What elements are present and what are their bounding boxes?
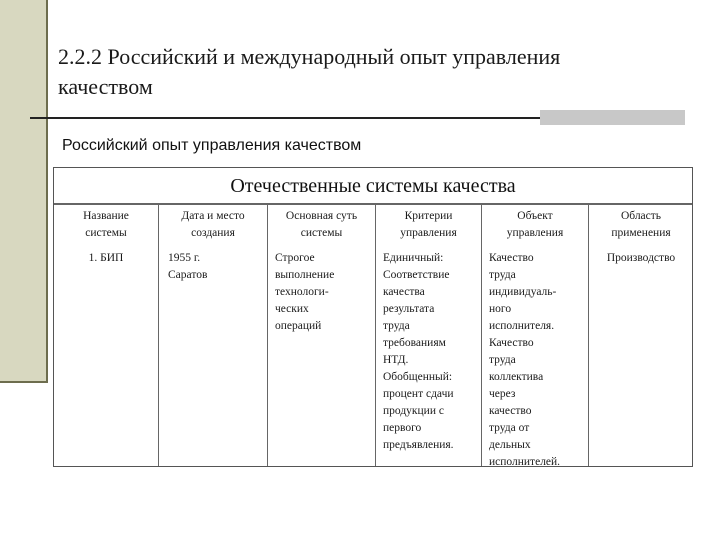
left-decor-tick — [0, 381, 48, 383]
column-divider — [158, 205, 159, 466]
cell-application: Производство — [606, 252, 676, 264]
column-divider — [375, 205, 376, 466]
cell-system-name: 1. БИП — [88, 252, 124, 264]
slide-subtitle: Российский опыт управления качеством — [62, 137, 362, 154]
cell-date-place: 1955 г. Саратов — [168, 252, 208, 281]
header-system-name: Название системы — [83, 210, 129, 239]
slide-title: 2.2.2 Российский и международный опыт управления качеством — [58, 44, 561, 99]
cell-essence: Строгое выполнение технологи- ческих операций — [275, 252, 335, 332]
header-criteria: Критерии управления — [400, 210, 457, 239]
header-application: Область применения — [611, 210, 671, 239]
column-divider — [267, 205, 268, 466]
cell-criteria: Единичный: Соответствие качества результата труда требованиям НТД. Обобщенный: процент сдачи продукции с первого предъявления. — [383, 252, 454, 451]
header-object: Объект управления — [506, 210, 564, 239]
title-divider — [30, 117, 542, 119]
table-caption: Отечественные системы качества — [54, 168, 692, 205]
left-decor-band-lower — [0, 383, 46, 540]
header-essence: Основная суть системы — [285, 210, 358, 239]
left-decor-line — [46, 0, 48, 383]
column-divider — [481, 205, 482, 466]
title-divider-block — [540, 110, 685, 125]
column-divider — [588, 205, 589, 466]
header-date-place: Дата и место создания — [181, 210, 245, 239]
cell-object: Качество труда индивидуаль- ного исполнителя. Качество труда коллектива через качество труда от дельных исполнителей. — [489, 252, 561, 468]
